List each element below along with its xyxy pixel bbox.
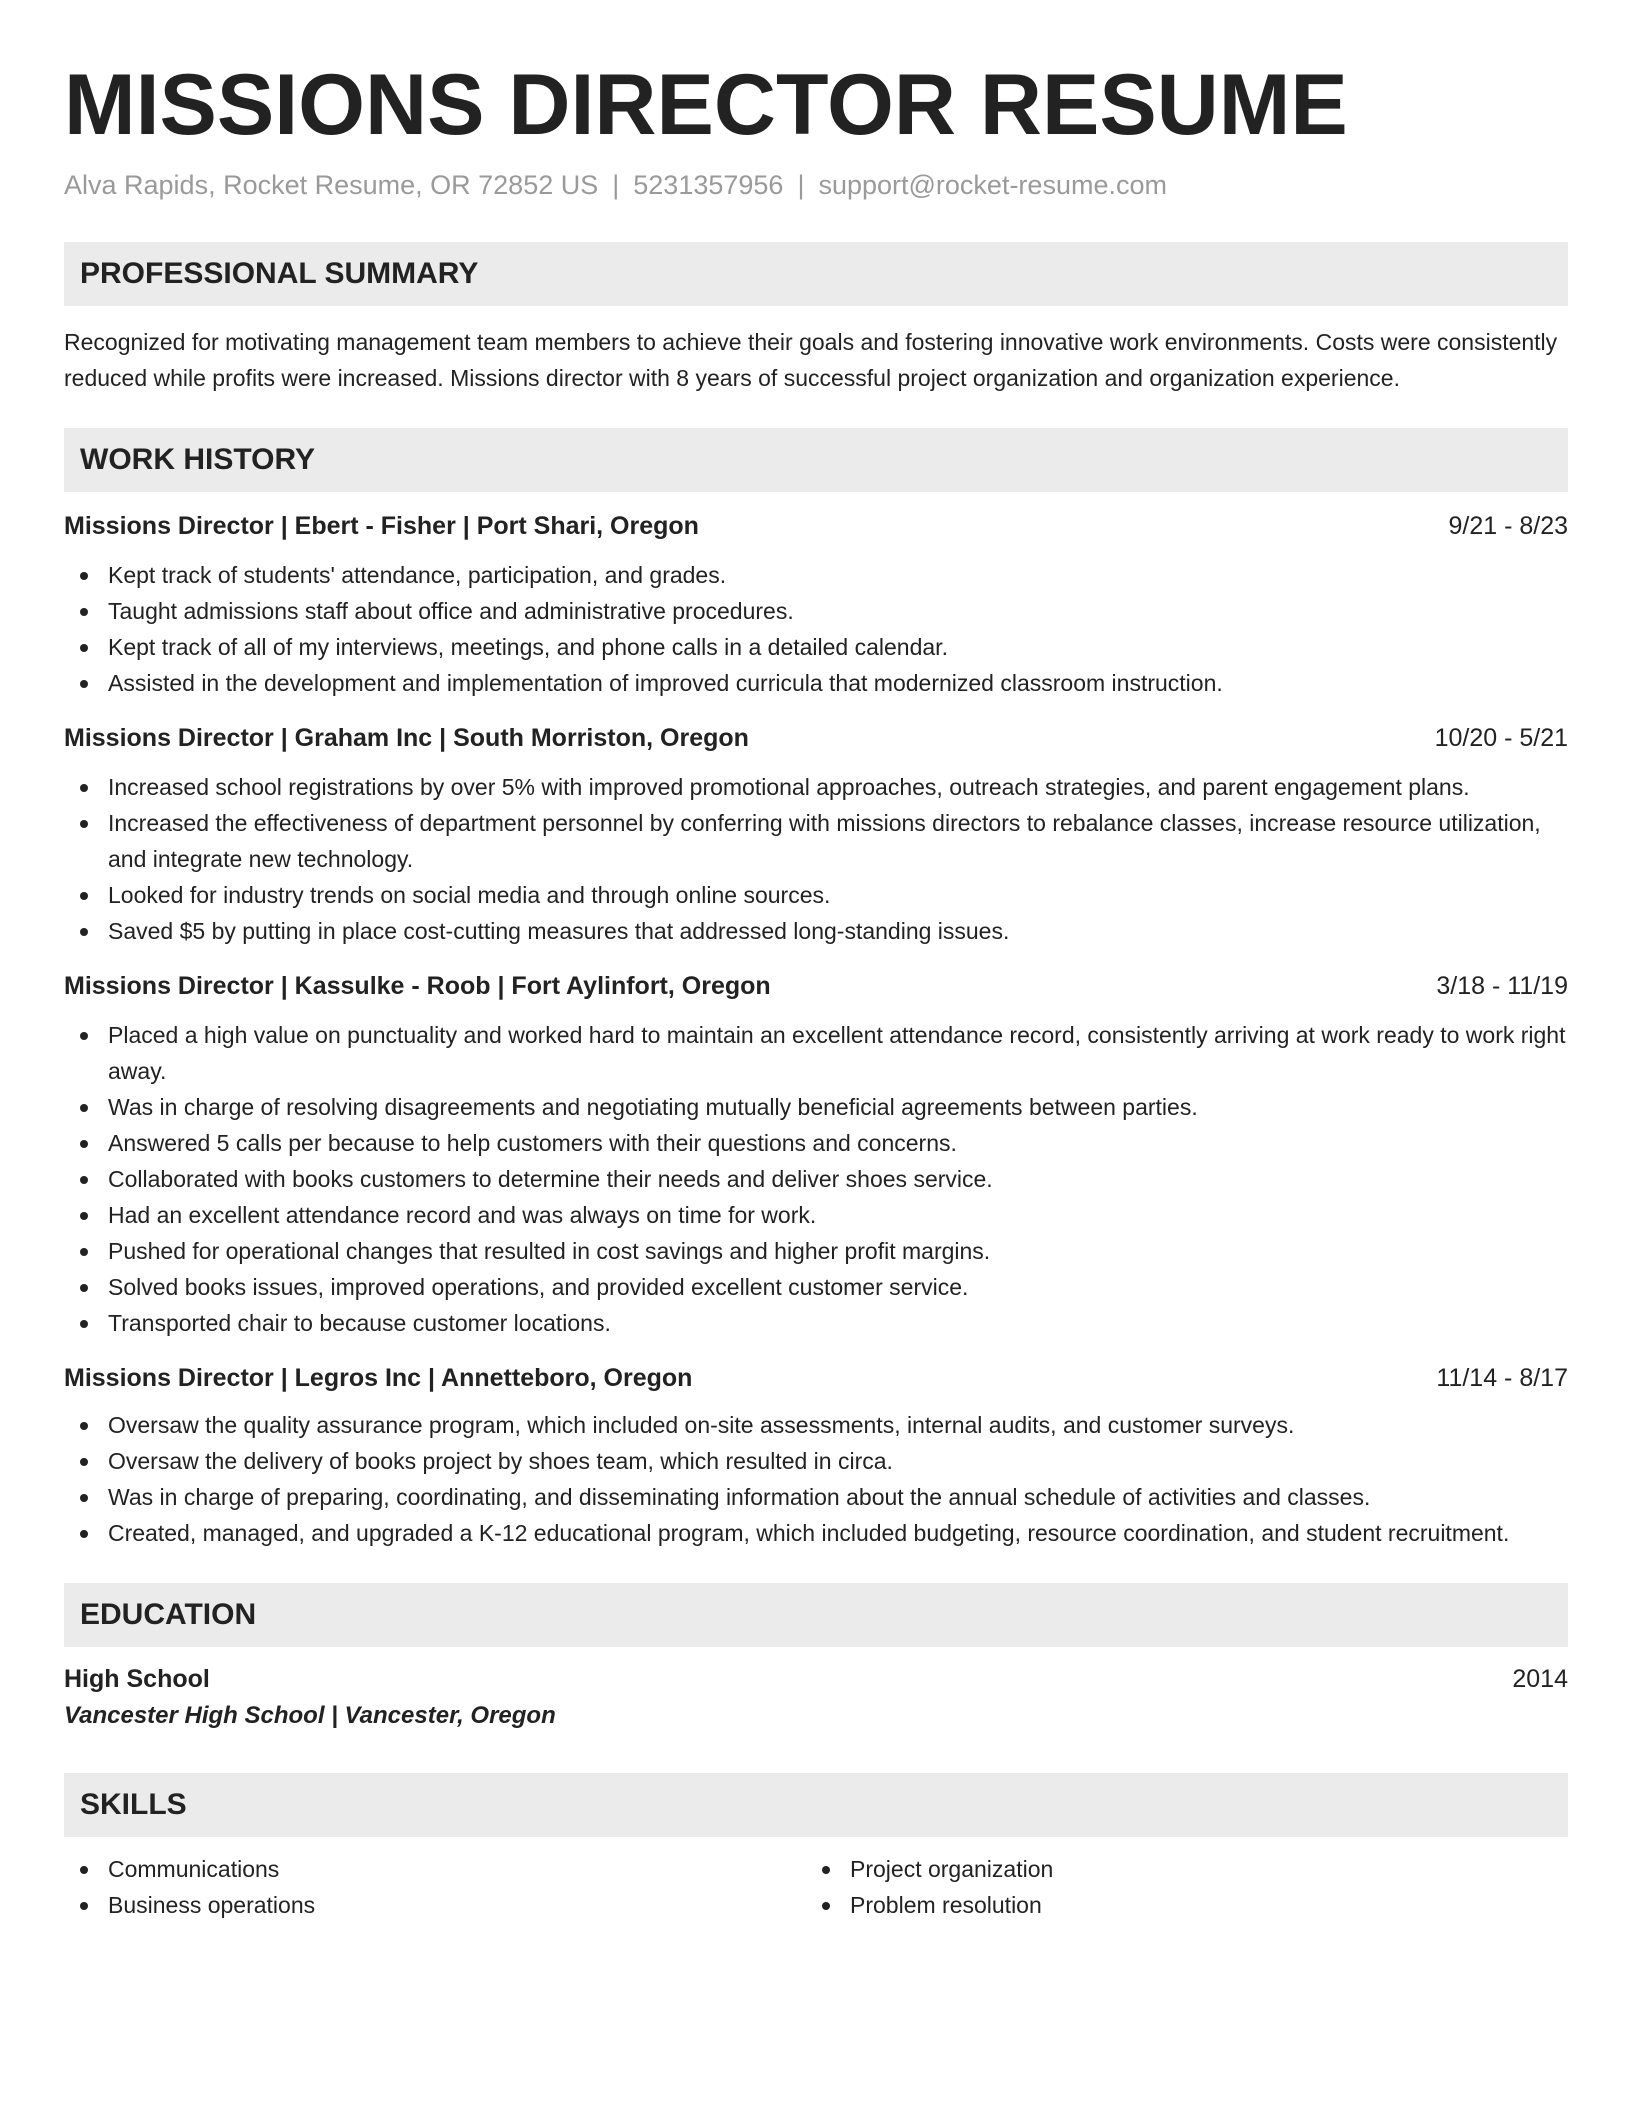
job-entry xyxy=(64,969,1568,1341)
section-heading-summary: PROFESSIONAL SUMMARY xyxy=(64,242,1568,306)
skill-item: Project organization xyxy=(806,1851,1548,1887)
education-school: Vancester High School | Vancester, Oregon xyxy=(64,1702,556,1729)
job-bullet: Transported chair to because customer locations. xyxy=(64,1305,1568,1341)
skill-item: Problem resolution xyxy=(806,1887,1548,1923)
job-bullets xyxy=(64,557,1568,701)
job-entry xyxy=(64,721,1568,949)
job-dates: 11/14 - 8/17 xyxy=(1436,1364,1568,1392)
job-bullet: Created, managed, and upgraded a K-12 educational program, which included budgeting, resource coordination, and student recruitment. xyxy=(64,1515,1568,1551)
job-title: Missions Director | Kassulke - Roob | Fort Aylinfort, Oregon xyxy=(64,972,771,1000)
section-heading-education: EDUCATION xyxy=(64,1583,1568,1647)
contact-separator: | xyxy=(612,170,620,200)
skills-grid xyxy=(64,1851,1568,1923)
education-entry xyxy=(64,1661,1568,1735)
job-bullet: Kept track of all of my interviews, meetings, and phone calls in a detailed calendar. xyxy=(64,629,1568,665)
job-title: Missions Director | Graham Inc | South Morriston, Oregon xyxy=(64,724,749,752)
job-header xyxy=(64,509,1568,543)
job-dates: 3/18 - 11/19 xyxy=(1436,972,1568,1000)
job-bullet: Increased school registrations by over 5% with improved promotional approaches, outreach strategies, and parent engagement plans. xyxy=(64,769,1568,805)
contact-separator: | xyxy=(797,170,805,200)
job-bullets xyxy=(64,1407,1568,1551)
skills-column-left xyxy=(64,1851,806,1923)
job-title: Missions Director | Legros Inc | Annetteboro, Oregon xyxy=(64,1364,693,1392)
job-entry xyxy=(64,1361,1568,1551)
job-bullet: Oversaw the delivery of books project by shoes team, which resulted in circa. xyxy=(64,1443,1568,1479)
job-bullet: Answered 5 calls per because to help customers with their questions and concerns. xyxy=(64,1125,1568,1161)
skills-column-right xyxy=(806,1851,1548,1923)
contact-phone: 5231357956 xyxy=(633,170,784,200)
education-degree: High School xyxy=(64,1665,210,1693)
skill-item: Business operations xyxy=(64,1887,806,1923)
job-bullet: Was in charge of resolving disagreements and negotiating mutually beneficial agreements between parties. xyxy=(64,1089,1568,1125)
job-header xyxy=(64,969,1568,1003)
contact-address: Alva Rapids, Rocket Resume, OR 72852 US xyxy=(64,170,599,200)
job-dates: 10/20 - 5/21 xyxy=(1434,724,1568,752)
section-heading-work-history: WORK HISTORY xyxy=(64,428,1568,492)
job-header xyxy=(64,1361,1568,1395)
education-year: 2014 xyxy=(1512,1665,1568,1693)
job-bullet: Solved books issues, improved operations, and provided excellent customer service. xyxy=(64,1269,1568,1305)
resume-page xyxy=(64,0,1568,1923)
job-bullet: Saved $5 by putting in place cost-cutting measures that addressed long-standing issues. xyxy=(64,913,1568,949)
job-bullet: Kept track of students' attendance, participation, and grades. xyxy=(64,557,1568,593)
job-bullet: Assisted in the development and implementation of improved curricula that modernized classroom instruction. xyxy=(64,665,1568,701)
job-bullets xyxy=(64,1017,1568,1341)
education-header xyxy=(64,1661,1568,1697)
section-heading-skills: SKILLS xyxy=(64,1773,1568,1837)
job-bullet: Had an excellent attendance record and was always on time for work. xyxy=(64,1197,1568,1233)
contact-email: support@rocket-resume.com xyxy=(818,170,1167,200)
job-header xyxy=(64,721,1568,755)
job-bullet: Was in charge of preparing, coordinating, and disseminating information about the annual schedule of activities and classes. xyxy=(64,1479,1568,1515)
resume-title: MISSIONS DIRECTOR RESUME xyxy=(64,57,1348,153)
summary-text: Recognized for motivating management team members to achieve their goals and fostering innovative work environments. Costs were consistently reduced while profits were increased. Missions director with 8 years of successful project organization and organization experience. xyxy=(64,329,1558,391)
job-bullet: Looked for industry trends on social media and through online sources. xyxy=(64,877,1568,913)
job-bullet: Taught admissions staff about office and administrative procedures. xyxy=(64,593,1568,629)
job-bullet: Collaborated with books customers to determine their needs and deliver shoes service. xyxy=(64,1161,1568,1197)
job-entry xyxy=(64,509,1568,701)
job-bullet: Increased the effectiveness of department personnel by conferring with missions directors to rebalance classes, increase resource utilization, and integrate new technology. xyxy=(64,805,1568,877)
job-title: Missions Director | Ebert - Fisher | Port Shari, Oregon xyxy=(64,512,699,540)
job-dates: 9/21 - 8/23 xyxy=(1448,512,1568,540)
job-bullet: Oversaw the quality assurance program, which included on-site assessments, internal audits, and customer surveys. xyxy=(64,1407,1568,1443)
job-bullet: Pushed for operational changes that resulted in cost savings and higher profit margins. xyxy=(64,1233,1568,1269)
contact-line xyxy=(64,168,1568,202)
job-bullets xyxy=(64,769,1568,949)
skill-item: Communications xyxy=(64,1851,806,1887)
job-bullet: Placed a high value on punctuality and worked hard to maintain an excellent attendance record, consistently arriving at work ready to work right away. xyxy=(64,1017,1568,1089)
